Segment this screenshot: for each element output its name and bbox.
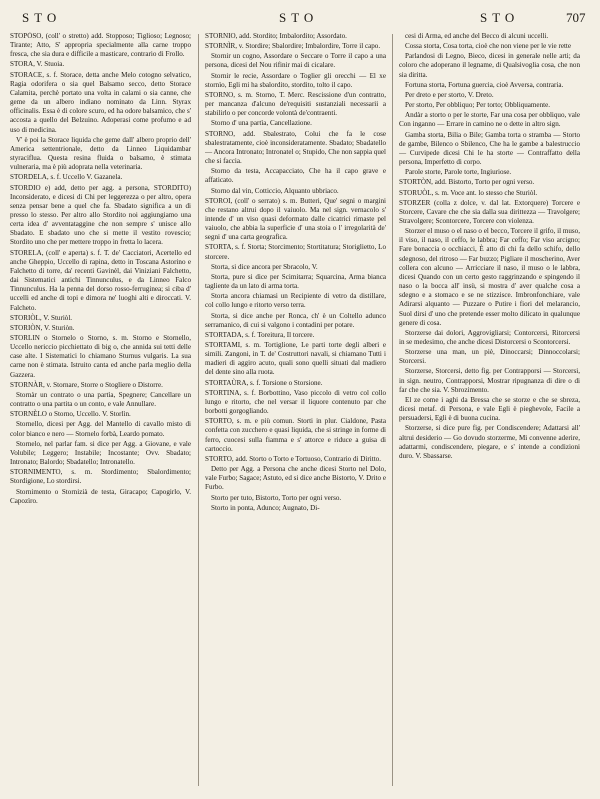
column-left: [10, 32, 191, 792]
dictionary-entry: Stornir le recie, Assordare o Toglier gli orecchi — El xe stornìo, Egli mi ha sbalordito, stordito, tolto il capo.: [205, 71, 386, 89]
column-divider: [198, 34, 199, 786]
dictionary-entry: STORDELA, s. f. Uccello V. Gazanela.: [10, 173, 123, 182]
dictionary-entry: STORACE, s. f. Storace, detta anche Melo cotogno selvatico, Ragia odorifera o sia quel Balsamo secco, detto Storace Calamita, perchè portato una volta in calami o sia canne, che geme da un albero indiano nominato da Linn. Styrax officinalis. Essa è di colore scuro, ed ha odore balsamico, che s' accosta a quello del Belzuino. Adoperasi come profumo e ad uso di medicina.: [10, 70, 191, 134]
dictionary-entry: Storzer el muso o el naso o el becco, Torcere il grifo, il muso, il viso, il naso, il ceffo, le labbra; Far ceffo; Far viso arcigno; Fare bonaccia o occhiacci, È atto di chi fa dello schifo, dello sdegnoso, del ritroso — Far buzzo; Pigliare il moscherino, Aver collera con alcuno — Arricciare il naso, il muso o le labbra, dicesi Quando con un certo gesto raggrinzando e spingendo il naso o la bocca all' insù, si mostra d' aver qualche cosa a sdegno e a stomaco e se ne stizzisce. Imbronfonchiare, vale Adirarsi alquanto — Puzzare o Putire i fiori del melarancio, Suol dirsi d' uno che pretende esser molto dilicato in qualunque genere di cosa.: [399, 227, 580, 327]
dictionary-entry: Fortuna storta, Fortuna guercia, cioè Avversa, contraria.: [405, 80, 564, 89]
dictionary-entry: Storto in ponta, Adunco; Augnato, Di-: [211, 503, 320, 512]
dictionary-entry: V' è poi la Storace liquida che geme dall' albero proprio dell' America settentrionale, detto da Linneo Liquidambar styraciflua. Questa resina fluida o balsamo, è stimata vulneraria, ma è più adoprata nella veterinaria.: [10, 135, 191, 172]
dictionary-entry: STORLIN o Stornelo o Storno, s. m. Storno e Stornello, Uccello nericcio picchiettato di big o, che annida sui tetti delle case alte. I Sistematici lo chiamano Sturnus vulgaris. La sua carne non è stimata. Istruito canta ed anche parla meglio della Gazzera.: [10, 334, 191, 379]
dictionary-entry: STORTA, s. f. Storta; Storcimento; Stortitatura; Storiglietto, Lo storcere.: [205, 243, 386, 261]
dictionary-entry: STORTAMI, s. m. Tortiglione, Le parti torte degli alberi e simili. Zangoni, in T. de' Costruttori navali, si chiamano Tutti i madieri di aggiro acuto, quali sono quelli situati dal madiero del dente sino alla ruota.: [205, 341, 386, 377]
dictionary-entry: Stornelo, nel parlar fam. si dice per Agg. a Giovane, e vale Volubile; Leggero; Instabile; Incostante; Ovv. Sbadato; Intronato; Balordo; Sbadatello; Intronatello.: [10, 439, 191, 467]
dictionary-entry: Storzerse, si dice pure fig. per Condiscendere; Adattarsi all' altrui desiderio — Go dovudo storzerme, Mi convenne aderire, adattarmi, condiscendere, piegare, e s' intende a condizioni duro. V. Sbassarse.: [399, 424, 580, 460]
dictionary-entry: STOPÒSO, (coll' o stretto) add. Stopposo; Tiglioso; Legnoso; Tirante; Atto, S' appropria specialmente alla carne troppo fresca, che sia dura e difficile a masticare, contrario di Frollo.: [10, 32, 191, 59]
dictionary-entry: STORUÒL, s. m. Voce ant. lo stesso che Sturiòl.: [399, 188, 538, 197]
dictionary-entry: STORNÈLO o Storno, Uccello. V. Storlìn.: [10, 410, 131, 419]
dictionary-entry: STORNIO, add. Stordito; Imbalordito; Assordato.: [205, 32, 347, 40]
dictionary-entry: Storta ancora chiamasi un Recipiente di vetro da distillare, col collo lungo e ritorto verso terra.: [205, 292, 386, 310]
column-right: [399, 32, 580, 792]
dictionary-entry: Per dreto e per storto, V. Dreto.: [405, 90, 494, 99]
dictionary-entry: Gamba storta, Bilia o Bile; Gamba torta o stramba — Storto de gambe, Bilenco o Sbilenco, Che ha le gambe a balestruccio — Curvipede dicesi Chi le ha storte — Contraffatto della persona, Imperfetto di corpo.: [399, 130, 580, 167]
dictionary-entry: STORTO, s. m. e più comun. Storti in plur. Cialdone, Pasta confetta con zucchero e quasi liquida, che si stringe in forme di ferro, cuocesi sulla fiamma e s' attorce e riduce a guisa di cartoccio.: [205, 417, 386, 453]
dictionary-entry: Storta, pure si dice per Scimitarra; Squarcina, Arma bianca tagliente da un lato di arma torta.: [205, 272, 386, 291]
header-right: STO: [480, 10, 520, 25]
dictionary-entry: Parole storte, Parole torte, Ingiuriose.: [405, 168, 512, 177]
dictionary-entry: STORTINA, s. f. Borbottino, Vaso piccolo di vetro col collo lungo e ritorto, che nel versar il liquore contenuto par che borbotti gorgogliando.: [205, 388, 386, 416]
dictionary-entry: STORA, V. Stuoia.: [10, 60, 65, 69]
dictionary-entry: Andàr a storto o per le storte, Far una cosa per obbliquo, vale Con inganno — Errare in camino ne o dette in altro sign.: [399, 111, 580, 129]
dictionary-entry: STORTAÙRA, s. f. Torsione o Storsione.: [205, 378, 323, 387]
dictionary-entry: STORNO, add. Sbalestrato, Colui che fa le cose sbalestratamente, cioè inconsideratamente. Sbadato; Sbadatello — Ancora Intronato; Intronatel o; Stupido, Che non sappia quel che si faccia.: [205, 129, 386, 166]
dictionary-entry: STORNIMENTO, s. m. Stordimento; Sbalordimento; Stordigione, Lo stordirsi.: [10, 468, 191, 486]
dictionary-entry: STORTÒN, add. Bistorto, Torto per ogni verso.: [399, 178, 535, 187]
dictionary-entry: STORZER (colla z dolce, v. dal lat. Extorquere) Torcere e Storcere, Cavare che che sia dalla sua dirittezza — Travolgere; Stravolgere; Scontorcere, Torcere con violenza.: [399, 198, 580, 225]
column-middle: [205, 32, 386, 792]
dictionary-entry: Storzerse una man, un piè, Dinoccarsi; Dinnoccolarsi; Storcersi.: [399, 348, 580, 366]
dictionary-entry: STORTO, add. Storto o Torto e Tortuoso, Contrario di Diritto.: [205, 454, 381, 463]
dictionary-entry: cesi di Arma, ed anche del Becco di alcuni uccelli.: [405, 32, 549, 40]
dictionary-entry: Storno da testa, Accapacciato, Che ha il capo grave e affaticato.: [205, 167, 386, 185]
dictionary-entry: STORDIO e) add, detto per agg. a persona, STORDITO) Inconsiderato, e dicesi di Chi per leggerezza o per altro, opera senza pensar bene a quel che fa. Sbadato significa a un di presso lo stesso. Per altro allo Stordito noi aggiungiamo una certa idea d' avventataggine che non sempre s' unisce allo Sbadato. E sbadato uno che si mette il vestito rovescio; Stordito uno che per mettere troppo in fretta lo lacera.: [10, 183, 191, 247]
dictionary-entry: STOROI, (coll' o serrato) s. m. Butteri, Que' segni o margini che restano altrui dopo il vaiuolo. Ma nel sign. vernacolo s' intende d' un viso quasi deformato dalle cicatrici rimaste pel vaiuolo, che abbia la superficie d' una stoia o l' irregolarità de' segni d' una carta geografica.: [205, 196, 386, 242]
dictionary-entry: STORTADA, s. f. Toreitura, Il torcere.: [205, 330, 315, 339]
dictionary-entry: Cossa storta, Cosa torta, cioè che non viene per le vie rette: [405, 42, 572, 51]
dictionary-entry: Storzerse, Storcersi, detto fig. per Contrapporsi — Storcersi, in sign. neutro, Contrapporsi, Mostrar ripugnanza di dire o di far che che sia. V. Sbrozimento.: [399, 367, 580, 394]
header-left: STO: [22, 10, 62, 25]
dictionary-entry: STORNÌR, v. Stordire; Sbalordire; Imbalordire, Torre il capo.: [205, 42, 381, 51]
dictionary-entry: Storzerse dai dolori, Aggrovigliarsi; Contorcersi, Ritorcersi in se medesimo, che anche dicesi Distorcersi o Scontorcersi.: [399, 328, 580, 346]
dictionary-entry: STORIÒN, V. Sturiòn.: [10, 323, 75, 332]
dictionary-entry: STORELA, (coll' e aperta) s. f. T. de' Cacciatori, Acertello ed anche Gheppio, Uccello di rapina, detto in Toscana Astorino e Falchetto di torre, da' recenti Gavinèl, dai Viniziani Falchetto, dai Sistematici antichi Tinnunculus, e da Linneo Falco Tinnunculus. Ha la penna del dorso rosso-ferruginea; si ciba d' uccelli ed anche di topi e dimora ne' luoghi alti e diroccati. V. Falcheto.: [10, 248, 191, 312]
dictionary-entry: Stornir un cogno, Assordare o Seccare o Torre il capo a una persona, dicesi del Nou rifinir mai di cicalare.: [205, 52, 386, 70]
dictionary-entry: STORNÀR, v. Stornare, Storre o Stogliere o Distorre.: [10, 380, 163, 389]
dictionary-entry: Per storto, Per obbliquo; Per torto; Obbliquamente.: [405, 101, 551, 110]
dictionary-entry: Storno dal vin, Cotticcio, Alquanto ubbriaco.: [211, 186, 339, 195]
dictionary-entry: Storta, si dice ancora per Sbracolo, V.: [211, 262, 318, 271]
dictionary-entry: El ze come i aghi da Bressa che se storze e che se sbreza, dicesi metaf. di Persona, e vale Egli è pieghevole, Facile a persuadersi, Egli è di buona cucina.: [399, 395, 580, 423]
column-divider: [392, 34, 393, 786]
dictionary-entry: Stornimento o Stornizià de testa, Giracapo; Capogirlo, V. Capozìro.: [10, 487, 191, 505]
dictionary-entry: Detto per Agg. a Persona che anche dicesi Storto nel Dolo, vale Furbo; Sagace; Astuto, ed si dice anche Bistorto, V. Drito e Furbo.: [205, 465, 386, 492]
page-number: 707: [566, 10, 586, 25]
dictionary-entry: Parlandosi di Legno, Bieco, dicesi in generale nelle arti; da coloro che adoperano il legname, di Qualsivoglia cosa, che non sia diritta.: [399, 52, 580, 79]
running-header: [0, 10, 600, 30]
header-center: STO: [279, 10, 319, 25]
dictionary-entry: STORIÒL, V. Sturiòl.: [10, 313, 73, 322]
dictionary-entry: Stornello, dicesi per Agg. del Mantello di cavallo misto di color bianco e nero — Stornelo forbà, Leardo pomato.: [10, 420, 191, 438]
dictionary-entry: STORNO, s. m. Storno, T. Merc. Rescissione d'un contratto, per mancanza d'alcuno de'requisiti sustanziali necessarii a stabilirlo o per concorde volontà de'contraenti.: [205, 90, 386, 118]
dictionary-entry: Stornàr un contrato o una partìa, Spegnere; Cancellare un contratto o una partita o un conto, e vale Annullare.: [10, 390, 191, 409]
dictionary-entry: Storto per tuto, Bistorto, Torto per ogni verso.: [211, 493, 342, 502]
dictionary-entry: Storta, si dice anche per Ronca, ch' è un Coltello adunco serramanico, di cui si valgono i contadini per potare.: [205, 311, 386, 329]
dictionary-entry: Storno d' una partìa, Cancellazione.: [211, 119, 312, 128]
